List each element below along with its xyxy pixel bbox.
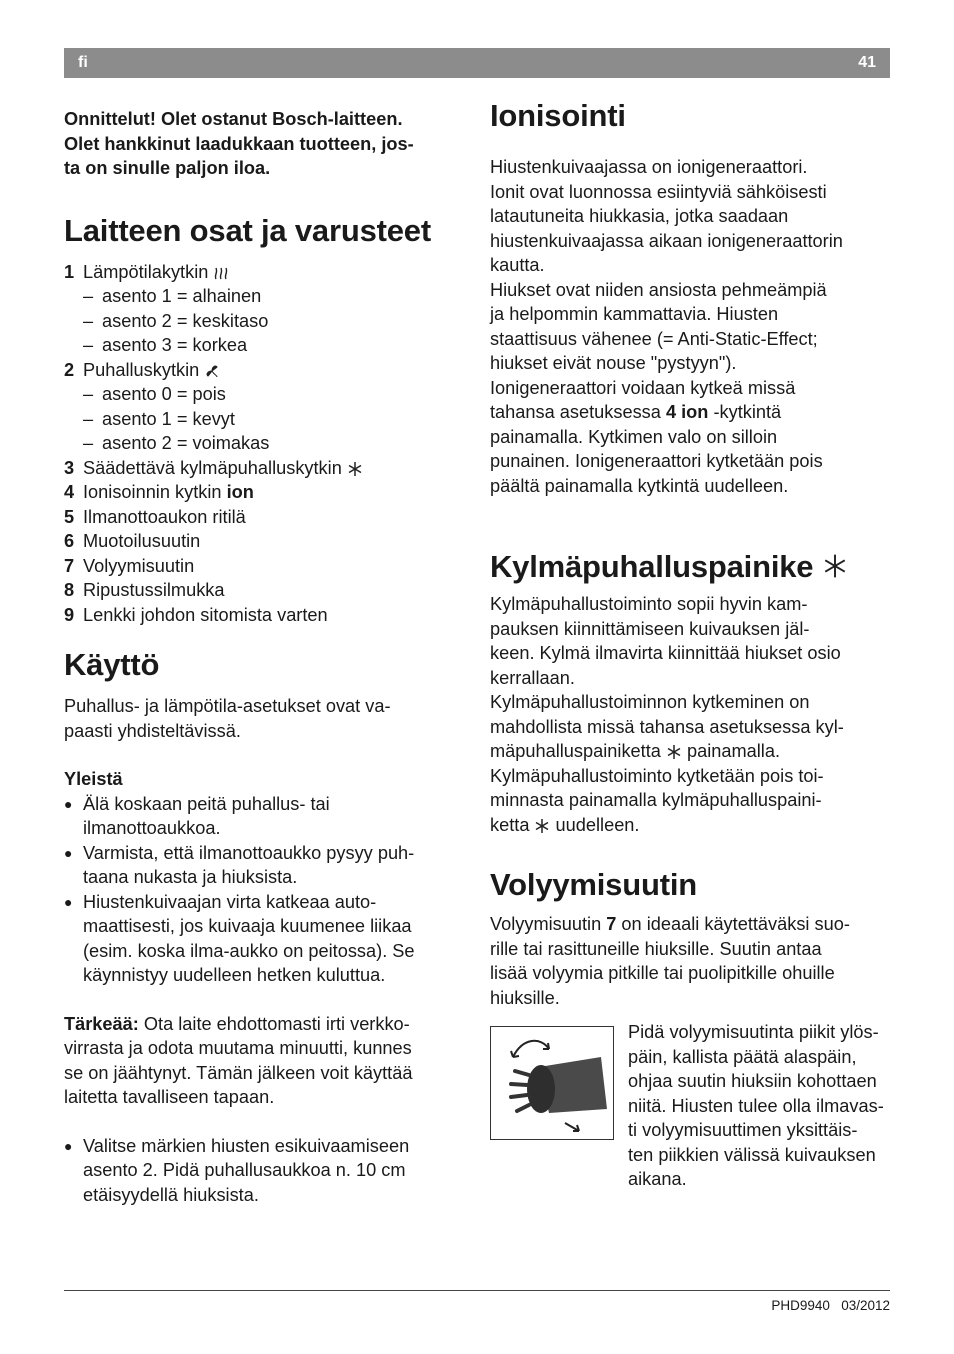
- list-subitem: – asento 2 = voimakas: [83, 433, 270, 453]
- list-item: 2 Puhalluskytkin: [64, 358, 464, 383]
- snowflake-icon: [666, 744, 682, 760]
- important-note: Tärkeää: Ota laite ehdottomasti irti verkko- virrasta ja odota muutama minuutti, kunnes se on jäähtynyt. Tämän jälkeen voit käyttää laitetta tavalliseen tapaan.: [64, 1013, 413, 1107]
- parts-list: [64, 260, 464, 628]
- cold-text: Kylmäpuhallustoiminto sopii hyvin kam- pauksen kiinnittämiseen kuivauksen jäl- keen. Kylmä ilmavirta kiinnittää hiukset osio kerrallaan. Kylmäpuhallustoiminnon kytkeminen on mahdollista missä tahansa asetuksessa kyl- mäpuhalluspainiketta painamalla. Kylmäpuhallustoiminto kytketään pois toi- minnasta painamalla kylmäpuhalluspaini- ketta uudelleen.: [490, 594, 844, 835]
- left-column: [64, 100, 464, 1207]
- volume-instructions: Pidä volyymisuutinta piikit ylös- päin, kallista päätä alaspäin, ohjaa suutin hiuksiin kohottaen niitä. Hiusten tulee olla ilmavas- ti volyymisuuttimen yksittäis- ten piikkien välissä kuivauksen aikana.: [628, 1022, 884, 1189]
- list-item: 9 Lenkki johdon sitomista varten: [64, 604, 328, 625]
- list-item: 6 Muotoilusuutin: [64, 531, 201, 551]
- list-item: 1 Lämpötilakytkin: [64, 260, 464, 285]
- list-item: 4 Ionisoinnin kytkin ion: [64, 482, 254, 502]
- volume-diffuser-illustration: [490, 1026, 614, 1140]
- bullet-item: ● Hiustenkuivaajan virta katkeaa auto- maattisesti, jos kuivaaja kuumenee liikaa (esim. koska ilma-aukko on peitossa). Se käynnistyy uudelleen hetken kuluttua.: [64, 891, 415, 985]
- heat-icon: [213, 265, 229, 281]
- list-subitem: – asento 0 = pois: [83, 384, 226, 404]
- bullet-item: ● Älä koskaan peitä puhallus- tai ilmanottoaukkoa.: [64, 793, 330, 838]
- volume-usage: [490, 1022, 890, 1192]
- list-item: 8 Ripustussilmukka: [64, 580, 225, 600]
- footer: [771, 1298, 890, 1313]
- list-subitem: – asento 1 = alhainen: [83, 286, 262, 306]
- ionisointi-heading: Ionisointi: [490, 98, 626, 133]
- volume-text: Volyymisuutin 7 on ideaali käytettäväksi suo- rille tai rasittuneille hiuksille. Suutin antaa lisää volyymia pitkille tai puolipitkille ohuille hiuksille.: [490, 914, 850, 1008]
- general-bullets: [64, 792, 464, 988]
- ionisointi-text: Hiustenkuivaajassa on ionigeneraattori. Ionit ovat luonnossa esiintyviä sähköisesti latautuneita hiukkasia, jotka saadaan hiustenkuivaajassa aikaan ionigeneraattorin kautta. Hiukset ovat niiden ansiosta pehmeämpiä ja helpommin kammattavia. Hiusten staattisuus vähenee (= Anti-Static-Effect; hiukset eivät nouse "pystyyn"). Ionigeneraattori voidaan kytkeä missä tahansa asetuksessa 4 ion -kytkintä painamalla. Kytkimen valo on silloin punainen. Ionigeneraattori kytketään pois päältä painamalla kytkintä uudelleen.: [490, 157, 843, 496]
- bullet-item: ● Varmista, että ilmanottoaukko pysyy puh- taana nukasta ja hiuksista.: [64, 842, 415, 887]
- page-header-bar: [64, 48, 890, 78]
- snowflake-icon: [347, 461, 363, 477]
- snowflake-icon: [822, 553, 848, 579]
- page-number: 41: [858, 54, 876, 71]
- list-item: 7 Volyymisuutin: [64, 555, 195, 576]
- footer-divider: [64, 1290, 890, 1291]
- bullet-item: ● Valitse märkien hiusten esikuivaamiseen asento 2. Pidä puhallusaukkoa n. 10 cm etäisyydellä hiuksista.: [64, 1135, 410, 1205]
- snowflake-icon: [534, 818, 550, 834]
- fan-icon: [204, 363, 220, 379]
- diffuser-drawing: [491, 1027, 613, 1139]
- model-number: PHD9940: [771, 1298, 830, 1313]
- parts-heading: Laitteen osat ja varusteet: [64, 212, 431, 248]
- right-column: [490, 100, 890, 1192]
- usage-intro: Puhallus- ja lämpötila-asetukset ovat va- paasti yhdisteltävissä.: [64, 696, 391, 741]
- usage-heading: Käyttö: [64, 647, 160, 682]
- language-code: fi: [78, 54, 88, 71]
- volume-heading: Volyymisuutin: [490, 867, 697, 902]
- general-subheading: Yleistä: [64, 769, 123, 789]
- list-subitem: – asento 1 = kevyt: [83, 408, 235, 429]
- list-item: 3 Säädettävä kylmäpuhalluskytkin: [64, 456, 464, 481]
- list-subitem: – asento 3 = korkea: [83, 335, 248, 355]
- footer-date: 03/2012: [841, 1298, 890, 1313]
- intro-text: Onnittelut! Olet ostanut Bosch-laitteen. Olet hankkinut laadukkaan tuotteen, jos- ta on sinulle paljon iloa.: [64, 109, 414, 178]
- list-subitem: – asento 2 = keskitaso: [83, 310, 269, 331]
- list-item: 5 Ilmanottoaukon ritilä: [64, 506, 246, 527]
- cold-heading: Kylmäpuhalluspainike: [490, 548, 890, 586]
